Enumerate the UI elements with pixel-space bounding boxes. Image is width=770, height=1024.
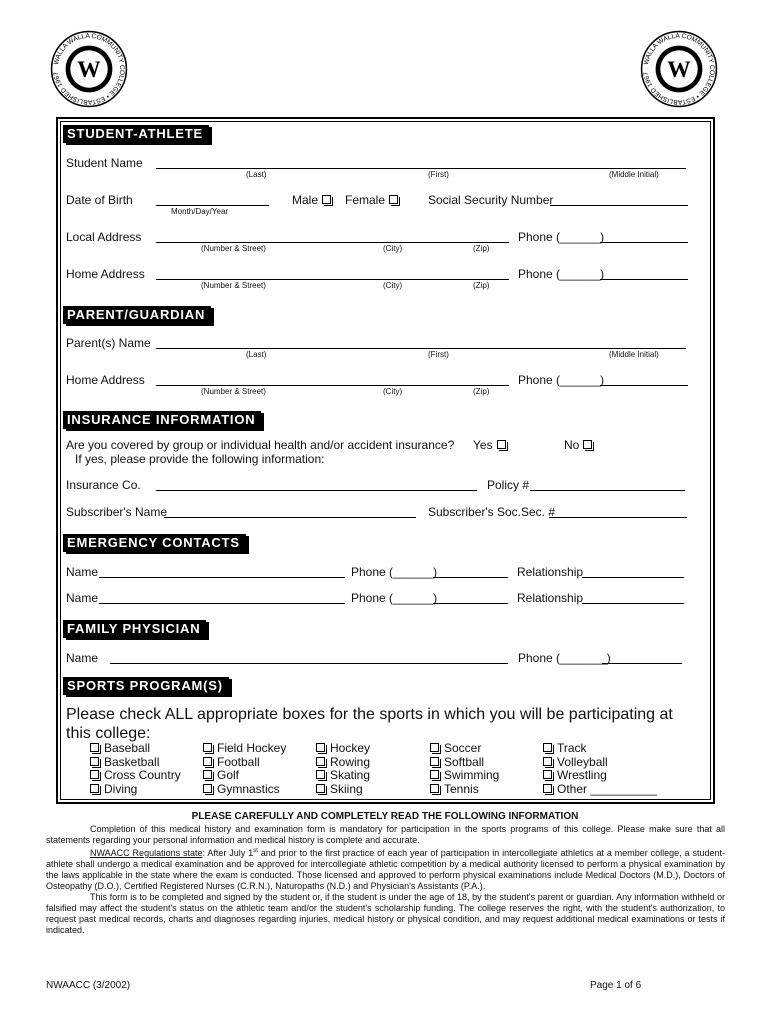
sport-option[interactable] bbox=[90, 783, 181, 797]
emergency-name-label: Name bbox=[66, 591, 99, 605]
sport-option[interactable] bbox=[316, 742, 370, 756]
sport-checkbox[interactable] bbox=[203, 784, 212, 793]
sport-option[interactable] bbox=[203, 742, 286, 756]
sport-label: Soccer bbox=[444, 741, 482, 755]
notice-paragraph-3: This form is to be completed and signed by the student or, if the student is under the age of 18, by the student's parent or guardian. Any information withheld or falsified may affect the student's status on the athletic team and/or the student's scholarship funding. The college reserves the right, with the student's authorization, to request past medical records, charts and diagnoses regarding injuries, medical history or physical condition, and may request additional medical examinations or tests if indicated. bbox=[46, 892, 725, 935]
emergency-name-label: Name bbox=[66, 565, 99, 579]
section-header-emergency: EMERGENCY CONTACTS bbox=[63, 534, 246, 552]
sport-label: Skating bbox=[330, 768, 371, 782]
sport-checkbox[interactable] bbox=[543, 757, 552, 766]
first-hint: (First) bbox=[428, 350, 449, 359]
sport-option[interactable] bbox=[430, 783, 499, 797]
policy-label: Policy # bbox=[487, 478, 530, 492]
sport-checkbox[interactable] bbox=[316, 743, 325, 752]
parent-phone-field[interactable] bbox=[600, 385, 688, 386]
insurance-company-field[interactable] bbox=[156, 490, 477, 491]
policy-field[interactable] bbox=[530, 490, 685, 491]
parent-phone-label: Phone (______) bbox=[518, 373, 605, 387]
student-name-label: Student Name bbox=[66, 156, 143, 170]
zip-hint: (Zip) bbox=[473, 244, 490, 253]
sport-checkbox[interactable] bbox=[430, 784, 439, 793]
city-hint: (City) bbox=[383, 281, 403, 290]
page-number: Page 1 of 6 bbox=[590, 980, 642, 991]
regulations-sup: st bbox=[253, 848, 258, 854]
sport-label: Gymnastics bbox=[217, 781, 280, 796]
sport-option[interactable] bbox=[316, 769, 370, 783]
college-seal-right bbox=[640, 30, 718, 108]
sport-label: Tennis bbox=[444, 781, 479, 796]
sport-option[interactable] bbox=[543, 756, 657, 770]
insurance-yes-option[interactable]: Yes bbox=[473, 438, 506, 452]
physician-name-label: Name bbox=[66, 651, 99, 665]
section-header-parent-guardian: PARENT/GUARDIAN bbox=[63, 306, 211, 324]
physician-name-field[interactable] bbox=[110, 663, 508, 664]
student-name-field[interactable] bbox=[156, 168, 686, 169]
sport-option[interactable] bbox=[543, 783, 657, 797]
city-hint: (City) bbox=[383, 244, 403, 253]
male-checkbox[interactable] bbox=[322, 195, 331, 204]
middle-initial-hint: (Middle Initial) bbox=[609, 170, 659, 179]
dob-field[interactable] bbox=[156, 205, 269, 206]
zip-hint: (Zip) bbox=[473, 281, 490, 290]
sport-label: Football bbox=[217, 754, 260, 769]
sport-option[interactable] bbox=[203, 756, 286, 770]
sport-option[interactable] bbox=[316, 756, 370, 770]
sport-label: Baseball bbox=[104, 741, 151, 755]
sport-checkbox[interactable] bbox=[203, 757, 212, 766]
zip-hint: (Zip) bbox=[473, 387, 490, 396]
emergency-phone-label: Phone (______) bbox=[351, 565, 438, 579]
sport-label: Other __________ bbox=[557, 781, 658, 796]
number-street-hint: (Number & Street) bbox=[201, 244, 266, 253]
subscriber-name-field[interactable] bbox=[164, 517, 416, 518]
sport-label: Softball bbox=[444, 754, 485, 769]
sport-label: Golf bbox=[217, 768, 240, 782]
physician-phone-field[interactable] bbox=[602, 663, 682, 664]
home-phone-label: Phone (______) bbox=[518, 267, 605, 281]
sport-label: Cross Country bbox=[104, 768, 181, 782]
subscriber-ss-field[interactable] bbox=[549, 517, 687, 518]
local-address-field[interactable] bbox=[156, 242, 509, 243]
emergency-relationship-label: Relationship bbox=[517, 591, 584, 605]
insurance-no-checkbox[interactable] bbox=[583, 440, 592, 449]
home-address-label: Home Address bbox=[66, 267, 145, 281]
city-hint: (City) bbox=[383, 387, 403, 396]
insurance-question: Are you covered by group or individual health and/or accident insurance? bbox=[66, 438, 455, 452]
sport-checkbox[interactable] bbox=[203, 770, 212, 779]
subscriber-ss-label: Subscriber's Soc.Sec. # bbox=[428, 505, 556, 519]
sport-option[interactable] bbox=[430, 756, 499, 770]
college-seal-left bbox=[50, 30, 128, 108]
sport-label: Field Hockey bbox=[217, 741, 287, 755]
notice-body bbox=[46, 824, 725, 936]
sport-checkbox[interactable] bbox=[543, 743, 552, 752]
section-header-physician: FAMILY PHYSICIAN bbox=[63, 620, 206, 638]
sports-column bbox=[316, 742, 370, 796]
form-id: NWAACC (3/2002) bbox=[46, 980, 131, 991]
home-phone-field[interactable] bbox=[600, 279, 688, 280]
sport-option[interactable] bbox=[203, 769, 286, 783]
section-header-sports: SPORTS PROGRAM(S) bbox=[63, 677, 229, 695]
svg-text:WALLA WALLA COMMUNITY COLLEGE: WALLA WALLA COMMUNITY COLLEGE • ESTABLISHED 1967 bbox=[642, 32, 716, 106]
sport-option[interactable] bbox=[543, 742, 657, 756]
emergency-relationship-field-2[interactable] bbox=[582, 603, 684, 604]
male-option[interactable]: Male bbox=[292, 193, 331, 207]
emergency-name-field-1[interactable] bbox=[99, 577, 345, 578]
number-street-hint: (Number & Street) bbox=[201, 281, 266, 290]
sport-label: Wrestling bbox=[557, 768, 607, 782]
sport-option[interactable] bbox=[90, 756, 181, 770]
sports-column bbox=[203, 742, 286, 796]
sport-checkbox[interactable] bbox=[90, 743, 99, 752]
regulations-reference: NWAACC Regulations state bbox=[90, 848, 203, 858]
sport-checkbox[interactable] bbox=[430, 770, 439, 779]
regulations-text-b: and prior to the first practice of each year of participation in intercollegiate athletics at a member college, a student-athlete shall undergo a medical examination and be approved for intercollegiate athletic competition by a medical authority licensed to perform a physical examination by the laws applicable in the state where the exam is conducted. Those licensed and approved to perform physical examinations include Medical Doctors (M.D.), Doctors of Osteopathy (D.O.), Certified Registered Nurses (C.R.N.), Naturopaths (N.D.) and Physician's Assistants (P.A.). bbox=[46, 848, 725, 891]
svg-text:WALLA WALLA COMMUNITY COLLEGE: WALLA WALLA COMMUNITY COLLEGE • ESTABLISHED 1967 bbox=[52, 32, 126, 106]
section-header-student-athlete: STUDENT-ATHLETE bbox=[63, 125, 209, 143]
emergency-phone-field-1[interactable] bbox=[433, 577, 508, 578]
sport-label: Rowing bbox=[330, 754, 371, 769]
ssn-field[interactable] bbox=[550, 205, 688, 206]
local-address-label: Local Address bbox=[66, 230, 142, 244]
parent-name-label: Parent(s) Name bbox=[66, 336, 151, 350]
sport-checkbox[interactable] bbox=[430, 743, 439, 752]
section-header-insurance: INSURANCE INFORMATION bbox=[63, 411, 261, 429]
local-phone-field[interactable] bbox=[600, 242, 688, 243]
sport-option[interactable] bbox=[90, 769, 181, 783]
subscriber-name-label: Subscriber's Name bbox=[66, 505, 167, 519]
sport-checkbox[interactable] bbox=[316, 784, 325, 793]
sport-label: Hockey bbox=[330, 741, 371, 755]
sport-label: Swimming bbox=[444, 768, 500, 782]
female-option[interactable]: Female bbox=[345, 193, 398, 207]
sport-checkbox[interactable] bbox=[90, 770, 99, 779]
emergency-phone-field-2[interactable] bbox=[433, 603, 508, 604]
svg-text:W: W bbox=[667, 56, 691, 83]
notice-title: PLEASE CAREFULLY AND COMPLETELY READ THE FOLLOWING INFORMATION bbox=[191, 811, 579, 822]
sport-option[interactable] bbox=[203, 783, 286, 797]
dob-label: Date of Birth bbox=[66, 193, 133, 207]
dob-hint: Month/Day/Year bbox=[171, 207, 229, 216]
insurance-no-option[interactable]: No bbox=[564, 438, 592, 452]
female-checkbox[interactable] bbox=[389, 195, 398, 204]
physician-phone-label: Phone (_______) bbox=[518, 651, 611, 665]
sport-option[interactable] bbox=[316, 783, 370, 797]
sport-checkbox[interactable] bbox=[90, 757, 99, 766]
sports-column bbox=[543, 742, 657, 796]
emergency-relationship-field-1[interactable] bbox=[582, 577, 684, 578]
first-hint: (First) bbox=[428, 170, 449, 179]
sport-checkbox[interactable] bbox=[90, 784, 99, 793]
sport-checkbox[interactable] bbox=[203, 743, 212, 752]
local-phone-label: Phone (______) bbox=[518, 230, 605, 244]
sport-checkbox[interactable] bbox=[316, 757, 325, 766]
home-address-field[interactable] bbox=[156, 279, 509, 280]
sport-option[interactable] bbox=[543, 769, 657, 783]
emergency-relationship-label: Relationship bbox=[517, 565, 584, 579]
sport-checkbox[interactable] bbox=[316, 770, 325, 779]
parent-home-address-field[interactable] bbox=[156, 385, 509, 386]
regulations-text-a: : After July 1 bbox=[202, 848, 254, 858]
sports-instruction: Please check ALL appropriate boxes for the sports in which you will be participating at this college: bbox=[66, 706, 673, 742]
sport-checkbox[interactable] bbox=[430, 757, 439, 766]
sport-label: Basketball bbox=[104, 754, 160, 769]
middle-initial-hint: (Middle Initial) bbox=[609, 350, 659, 359]
insurance-followup: If yes, please provide the following information: bbox=[75, 452, 325, 466]
sport-option[interactable] bbox=[90, 742, 181, 756]
sports-column bbox=[90, 742, 181, 796]
parent-home-address-label: Home Address bbox=[66, 373, 145, 387]
insurance-company-label: Insurance Co. bbox=[66, 478, 141, 492]
notice-paragraph-1: Completion of this medical history and examination form is mandatory for participation in the sports programs of this college. Please make sure that all statements regarding your personal information and medical history is complete and accurate. bbox=[46, 824, 725, 845]
last-hint: (Last) bbox=[246, 350, 267, 359]
sport-label: Skiing bbox=[330, 781, 363, 796]
emergency-name-field-2[interactable] bbox=[99, 603, 345, 604]
svg-text:W: W bbox=[77, 56, 101, 83]
sport-label: Volleyball bbox=[557, 754, 608, 769]
sports-column bbox=[430, 742, 499, 796]
number-street-hint: (Number & Street) bbox=[201, 387, 266, 396]
sport-label: Track bbox=[557, 741, 587, 755]
sport-label: Diving bbox=[104, 781, 138, 796]
last-hint: (Last) bbox=[246, 170, 267, 179]
sport-option[interactable] bbox=[430, 769, 499, 783]
sport-checkbox[interactable] bbox=[543, 784, 552, 793]
sport-option[interactable] bbox=[430, 742, 499, 756]
parent-name-field[interactable] bbox=[156, 348, 686, 349]
emergency-phone-label: Phone (______) bbox=[351, 591, 438, 605]
sport-checkbox[interactable] bbox=[543, 770, 552, 779]
notice-paragraph-2 bbox=[46, 846, 725, 892]
ssn-label: Social Security Number bbox=[428, 193, 554, 207]
insurance-yes-checkbox[interactable] bbox=[497, 440, 506, 449]
